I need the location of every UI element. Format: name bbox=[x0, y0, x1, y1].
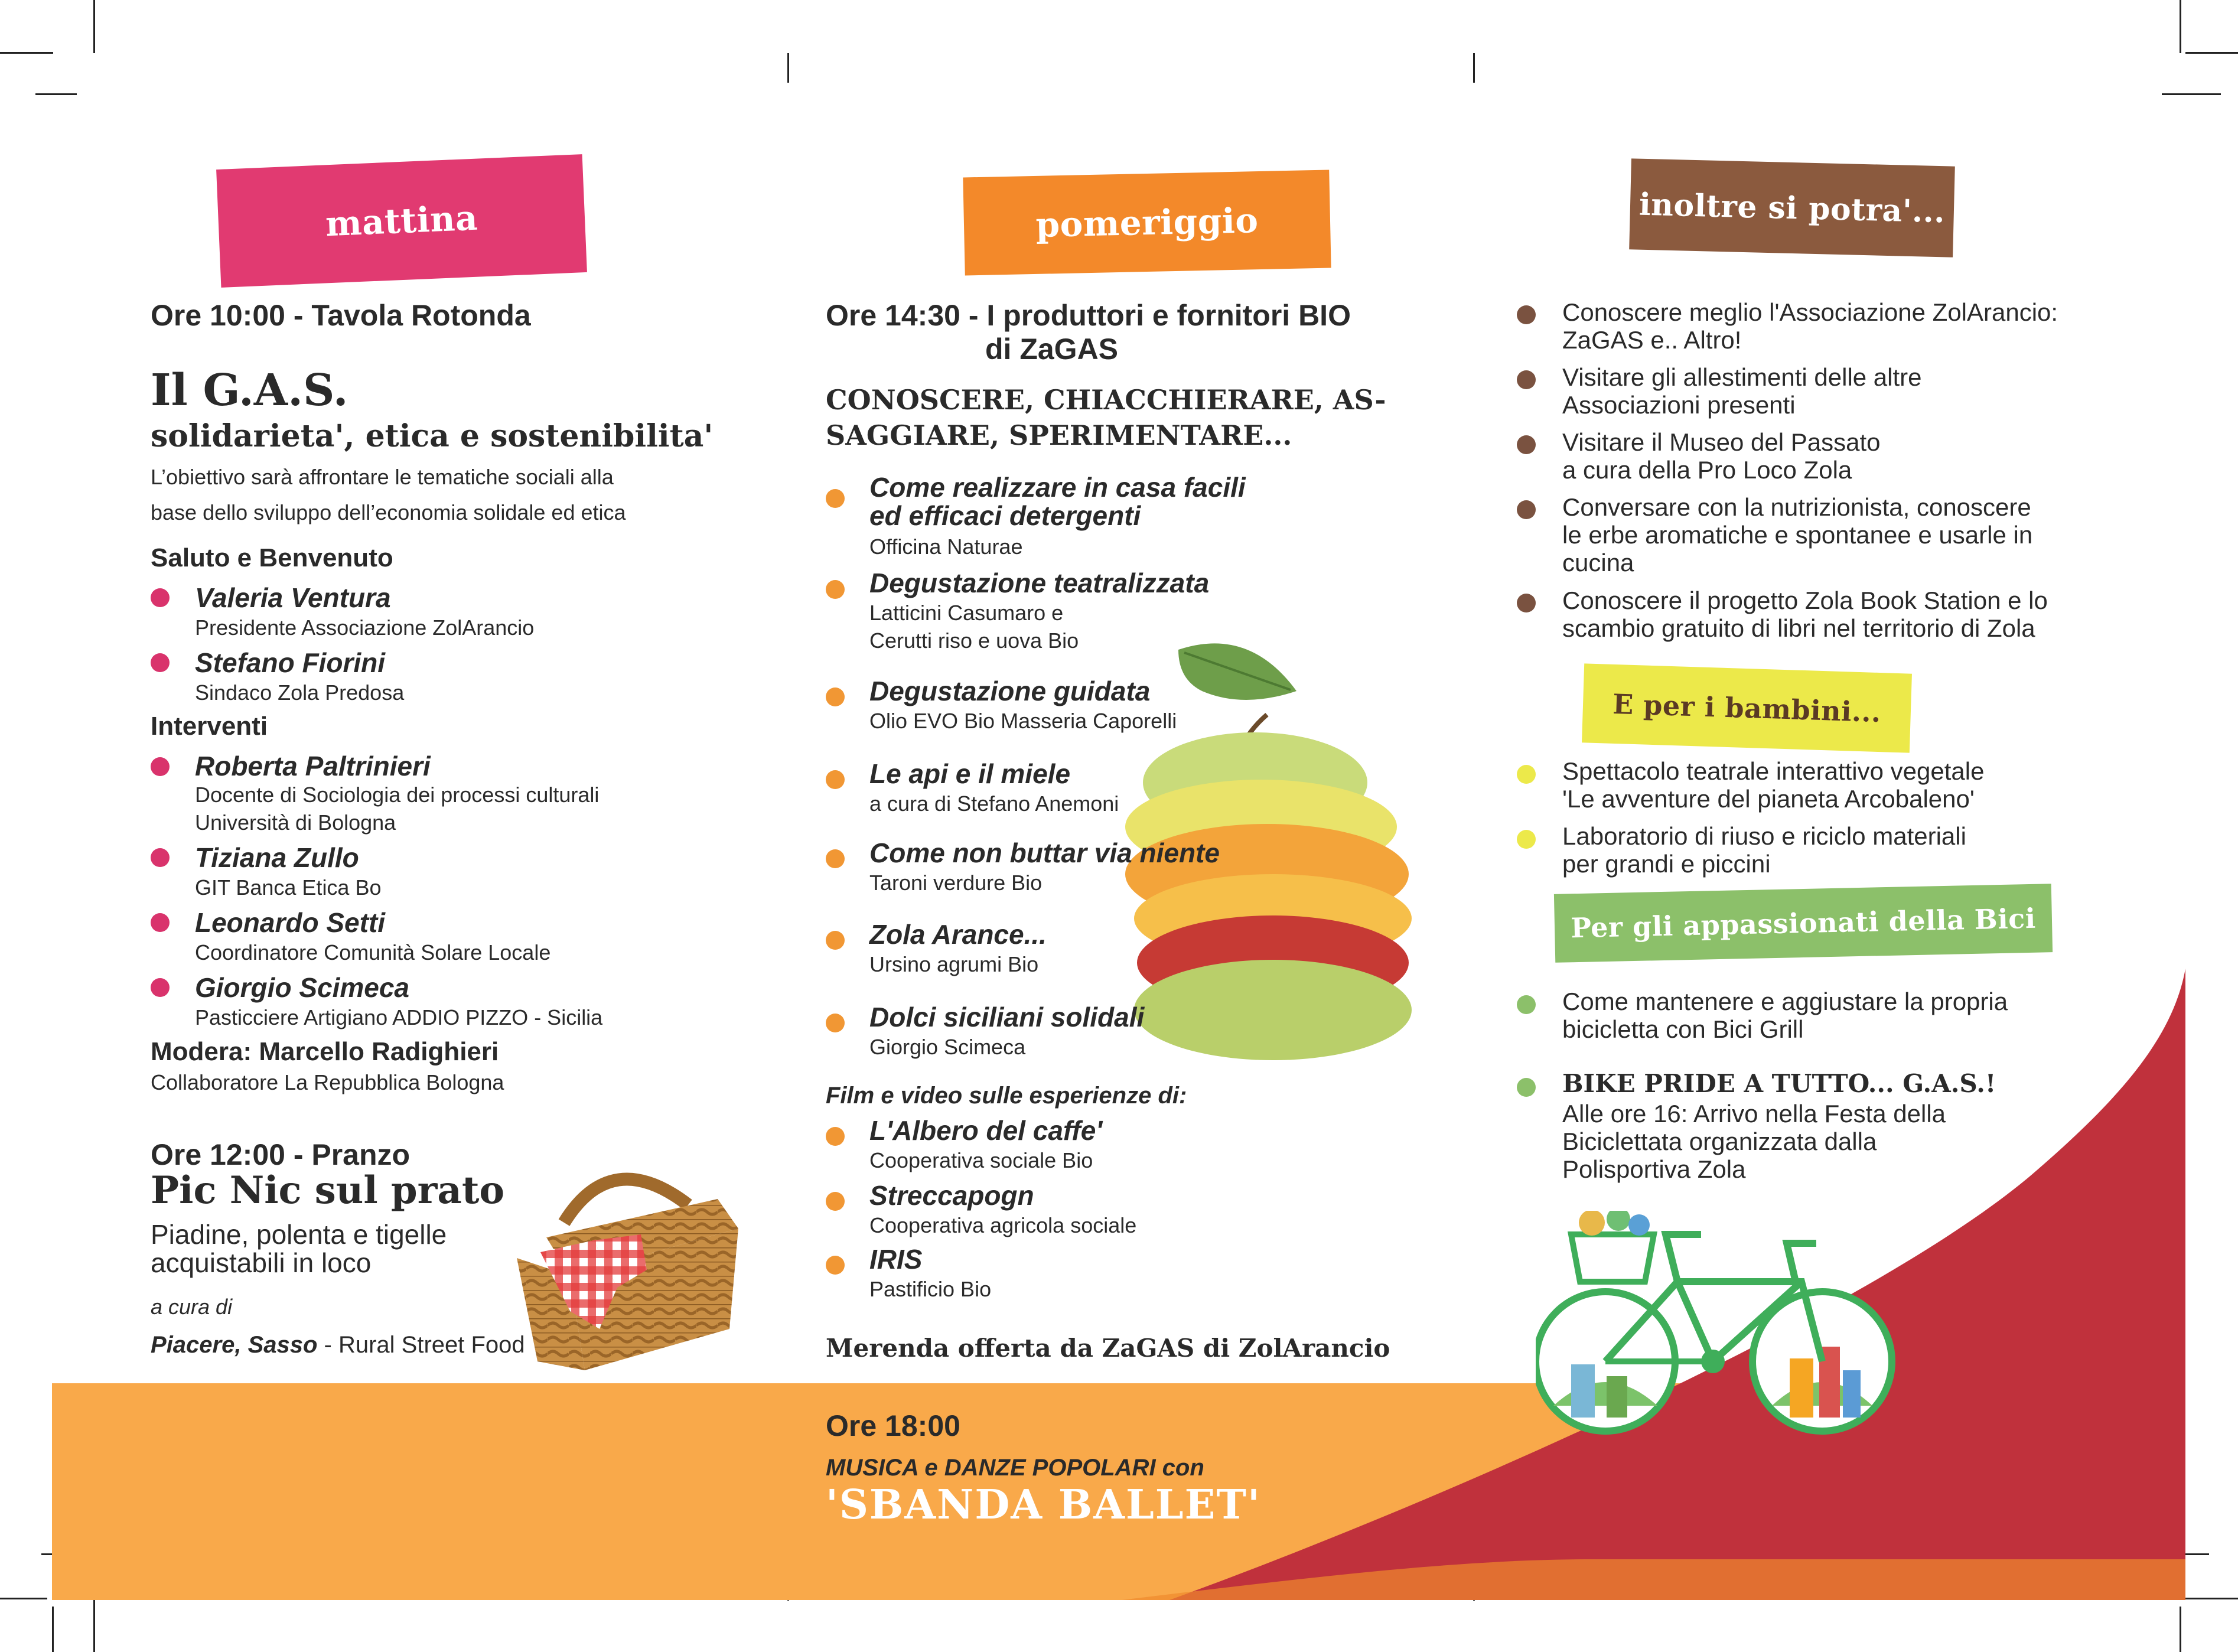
gas-title: Il G.A.S. bbox=[151, 365, 348, 416]
afternoon-time-line: Ore 14:30 - I produttori e fornitori BIO bbox=[826, 299, 1351, 332]
bullet-dot bbox=[826, 580, 845, 599]
welcome-name: Valeria Ventura bbox=[195, 582, 391, 613]
bullet-dot bbox=[826, 849, 845, 868]
interventi-label: Interventi bbox=[151, 712, 268, 741]
also-item bbox=[1562, 298, 2058, 354]
film-title: Streccapogn bbox=[869, 1180, 1034, 1211]
speaker-name: Giorgio Scimeca bbox=[195, 972, 410, 1003]
bullet-dot bbox=[1517, 500, 1536, 519]
bullet-dot bbox=[151, 848, 170, 867]
afternoon-motto: CONOSCERE, CHIACCHIERARE, AS- bbox=[826, 384, 1386, 416]
lunch-by-rest: - Rural Street Food bbox=[317, 1332, 525, 1358]
also-item bbox=[1562, 428, 1881, 484]
film-sub: Cooperativa sociale Bio bbox=[869, 1148, 1093, 1172]
activity-title: Come non buttar via niente bbox=[869, 838, 1220, 868]
also-item-line: Associazioni presenti bbox=[1562, 391, 1796, 419]
afternoon-time-line: di ZaGAS bbox=[985, 333, 1119, 366]
bullet-dot bbox=[151, 653, 170, 672]
lunch-by: Piacere, Sasso bbox=[151, 1332, 318, 1358]
also-item bbox=[1562, 586, 2048, 642]
lunch-curated: a cura di bbox=[151, 1295, 233, 1319]
activity-title: Degustazione guidata bbox=[869, 676, 1151, 706]
bike-pride-line: Alle ore 16: Arrivo nella Festa della bbox=[1562, 1100, 1946, 1128]
welcome-name: Stefano Fiorini bbox=[195, 647, 385, 678]
also-item-line: Conoscere meglio l'Associazione ZolArancio: bbox=[1562, 298, 2058, 326]
lunch-by-line bbox=[151, 1332, 525, 1358]
evening-band: 'SBANDA BALLET' bbox=[826, 1481, 1261, 1529]
bike-pride-line: Polisportiva Zola bbox=[1562, 1155, 1746, 1184]
also-item-line: Conversare con la nutrizionista, conoscere bbox=[1562, 493, 2031, 521]
also-item-line: cucina bbox=[1562, 549, 1634, 577]
bullet-dot bbox=[1517, 1078, 1536, 1097]
also-item bbox=[1562, 363, 1922, 419]
activity-title: Degustazione teatralizzata bbox=[869, 568, 1210, 598]
tag-inoltre: inoltre si potra'... bbox=[1629, 158, 1955, 257]
also-item-line: a cura della Pro Loco Zola bbox=[1562, 456, 1852, 484]
bullet-dot bbox=[826, 1256, 845, 1275]
activity-sub: Giorgio Scimeca bbox=[869, 1035, 1026, 1059]
activity-title: Dolci siciliani solidali bbox=[869, 1002, 1145, 1032]
intro-line: base dello sviluppo dell’economia solidale ed etica bbox=[151, 500, 626, 524]
bullet-dot bbox=[151, 757, 170, 776]
kids-item-line: per grandi e piccini bbox=[1562, 850, 1771, 878]
film-sub: Cooperativa agricola sociale bbox=[869, 1213, 1137, 1237]
bicycle-icon bbox=[1536, 1211, 1902, 1447]
also-item bbox=[1562, 493, 2032, 576]
bullet-dot bbox=[1517, 370, 1536, 389]
moderator: Modera: Marcello Radighieri bbox=[151, 1037, 499, 1066]
also-item-line: Conoscere il progetto Zola Book Station e lo bbox=[1562, 586, 2048, 614]
film-title: IRIS bbox=[869, 1244, 923, 1275]
gas-subtitle: solidarieta', etica e sostenibilita' bbox=[151, 418, 714, 454]
bike-pride-title: BIKE PRIDE A TUTTO... G.A.S.! bbox=[1562, 1069, 1996, 1098]
activity-sub: Cerutti riso e uova Bio bbox=[869, 628, 1079, 653]
tag-pomeriggio: pomeriggio bbox=[963, 170, 1331, 276]
kids-item-line: Spettacolo teatrale interattivo vegetale bbox=[1562, 757, 1985, 785]
activity-title: Zola Arance... bbox=[869, 919, 1047, 950]
activity-sub: Ursino agrumi Bio bbox=[869, 952, 1039, 976]
bike-item-line: bicicletta con Bici Grill bbox=[1562, 1015, 1804, 1044]
lunch-desc: Piadine, polenta e tigelle bbox=[151, 1219, 447, 1250]
afternoon-motto: SAGGIARE, SPERIMENTARE... bbox=[826, 419, 1292, 451]
speaker-name: Roberta Paltrinieri bbox=[195, 751, 431, 781]
moderator-role: Collaboratore La Repubblica Bologna bbox=[151, 1070, 504, 1094]
activity-sub: Olio EVO Bio Masseria Caporelli bbox=[869, 709, 1177, 733]
activity-title: ed efficaci detergenti bbox=[869, 500, 1141, 531]
speaker-role: Università di Bologna bbox=[195, 810, 396, 835]
lunch-time: Ore 12:00 - Pranzo bbox=[151, 1138, 411, 1171]
welcome-label: Saluto e Benvenuto bbox=[151, 543, 393, 572]
tag-bambini: E per i bambini... bbox=[1582, 663, 1912, 752]
speaker-role: Docente di Sociologia dei processi culturali bbox=[195, 783, 600, 807]
morning-time-title: Ore 10:00 - Tavola Rotonda bbox=[151, 299, 531, 332]
tag-mattina: mattina bbox=[216, 154, 587, 288]
picnic-basket-icon bbox=[505, 1134, 771, 1382]
kids-item-line: Laboratorio di riuso e riciclo materiali bbox=[1562, 822, 1966, 850]
bullet-dot bbox=[1517, 305, 1536, 324]
bullet-dot bbox=[1517, 765, 1536, 784]
bullet-dot bbox=[826, 770, 845, 789]
activity-sub: Latticini Casumaro e bbox=[869, 601, 1064, 625]
evening-time: Ore 18:00 bbox=[826, 1409, 960, 1442]
bullet-dot bbox=[151, 978, 170, 997]
also-item-line: Visitare il Museo del Passato bbox=[1562, 428, 1881, 456]
activity-title: Come realizzare in casa facili bbox=[869, 472, 1246, 503]
bike-pride-line: Biciclettata organizzata dalla bbox=[1562, 1128, 1877, 1156]
bullet-dot bbox=[826, 1014, 845, 1032]
snack-note: Merenda offerta da ZaGAS di ZolArancio bbox=[826, 1334, 1390, 1363]
activity-sub: Taroni verdure Bio bbox=[869, 871, 1043, 895]
intro-line: L’obiettivo sarà affrontare le tematiche sociali alla bbox=[151, 465, 614, 489]
bullet-dot bbox=[1517, 995, 1536, 1014]
speaker-role: Coordinatore Comunità Solare Locale bbox=[195, 940, 551, 965]
bullet-dot bbox=[826, 1127, 845, 1146]
also-item-line: le erbe aromatiche e spontanee e usarle in bbox=[1562, 521, 2033, 549]
bullet-dot bbox=[1517, 435, 1536, 454]
speaker-role: GIT Banca Etica Bo bbox=[195, 875, 382, 900]
bullet-dot bbox=[151, 588, 170, 607]
bullet-dot bbox=[826, 1192, 845, 1211]
tag-bici: Per gli appassionati della Bici bbox=[1554, 884, 2053, 963]
kids-item bbox=[1562, 822, 1966, 878]
bullet-dot bbox=[826, 931, 845, 950]
welcome-role: Presidente Associazione ZolArancio bbox=[195, 615, 535, 640]
kids-item-line: 'Le avventure del pianeta Arcobaleno' bbox=[1562, 785, 1975, 813]
speaker-name: Leonardo Setti bbox=[195, 907, 386, 938]
activity-sub: Officina Naturae bbox=[869, 535, 1023, 559]
bike-item bbox=[1562, 988, 2008, 1043]
bullet-dot bbox=[826, 489, 845, 508]
film-sub: Pastificio Bio bbox=[869, 1277, 992, 1301]
bullet-dot bbox=[826, 687, 845, 706]
activity-title: Le api e il miele bbox=[869, 758, 1071, 789]
speaker-role: Pasticciere Artigiano ADDIO PIZZO - Sicilia bbox=[195, 1005, 603, 1029]
evening-music: MUSICA e DANZE POPOLARI con bbox=[826, 1455, 1204, 1481]
also-item-line: Visitare gli allestimenti delle altre bbox=[1562, 363, 1922, 391]
also-item-line: scambio gratuito di libri nel territorio di Zola bbox=[1562, 614, 2035, 643]
bullet-dot bbox=[1517, 594, 1536, 612]
speaker-name: Tiziana Zullo bbox=[195, 842, 359, 873]
lunch-desc: acquistabili in loco bbox=[151, 1247, 372, 1278]
kids-item bbox=[1562, 757, 1984, 813]
also-item-line: ZaGAS e.. Altro! bbox=[1562, 326, 1742, 354]
bike-pride-desc bbox=[1562, 1100, 1946, 1183]
film-title: L'Albero del caffe' bbox=[869, 1115, 1103, 1146]
bike-item-line: Come mantenere e aggiustare la propria bbox=[1562, 988, 2008, 1015]
bullet-dot bbox=[1517, 830, 1536, 849]
lunch-title: Pic Nic sul prato bbox=[151, 1168, 505, 1213]
film-label: Film e video sulle esperienze di: bbox=[826, 1083, 1187, 1109]
welcome-role: Sindaco Zola Predosa bbox=[195, 680, 405, 705]
bullet-dot bbox=[151, 913, 170, 932]
activity-sub: a cura di Stefano Anemoni bbox=[869, 791, 1119, 816]
